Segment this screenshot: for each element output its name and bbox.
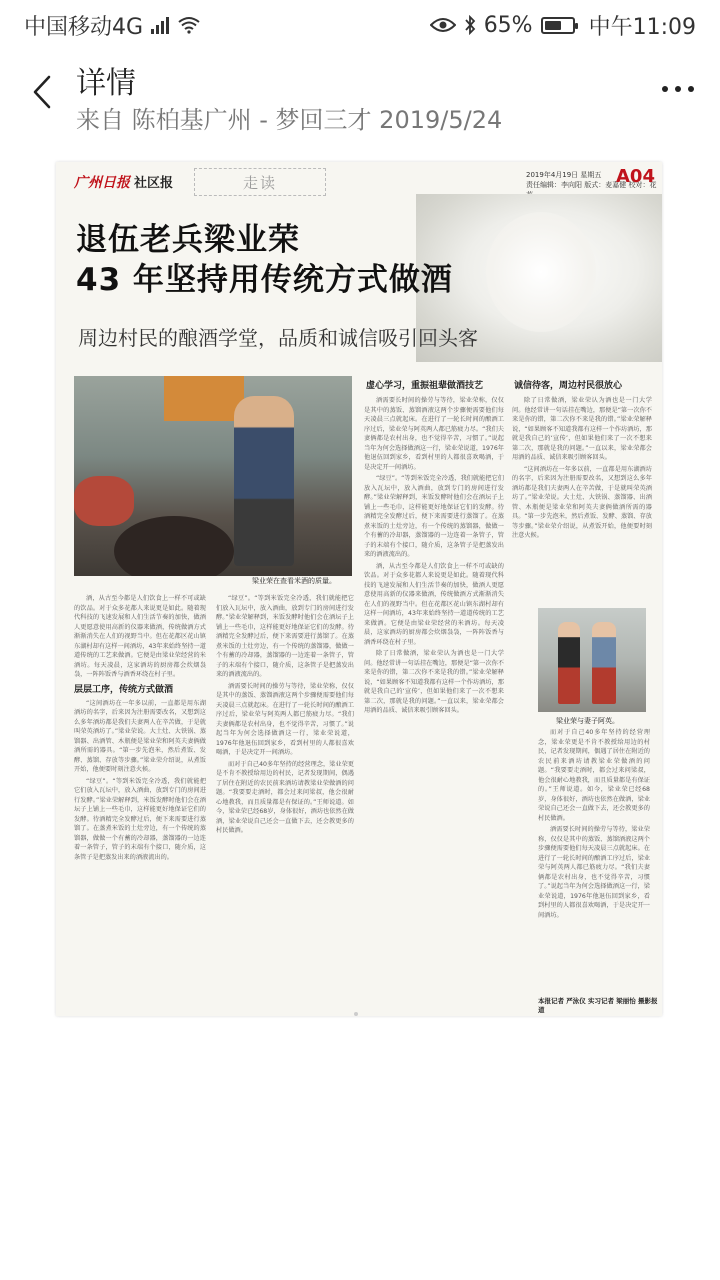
reporter-credit: 本报记者 严泳仪 实习记者 梁丽怡 摄影报道 bbox=[538, 997, 658, 1014]
col3-paragraph-1: 除了日常做酒，梁业荣认为酒也是一门大学问。他经常讲一句话挂在嘴边，那便是“第一次你不来是你的错，第二次你不来是我的错。”梁业荣解释说，“如果顾客不知道我都有这样一个作坊酒坊，那就是我自己的‘宣传’，但如果他们来了一次不想来第二次，那就是我的问题。”一直以来，梁业荣都会用酒的品质、诚信来吸引顾客回头。 bbox=[512, 397, 652, 461]
newspaper-section: 社区报 bbox=[134, 176, 174, 191]
article-column-1a bbox=[74, 594, 206, 994]
newspaper-image[interactable] bbox=[56, 162, 662, 1016]
col2-paragraph-3: 酒，从古至今都是人们饮食上一样不可或缺的饮品。对于众多花都人来说更是如此。随着现代科技的飞速发展和人们生活节奏的加快，做酒人更愿意使用高新的仪器来做酒，传统做酒方式渐渐消失在人们的视野当中。但在花都区花山镇东湖村却有这样一间酒坊，43年来始终坚持一道道传统的工艺来做酒。它便是由梁业荣经营的米酒坊。每天凌晨，这家酒坊的厨房都会炊烟袅袅，一阵阵饭香与酒香环绕在村子里。 bbox=[364, 562, 504, 646]
col1a-paragraph-1: 酒，从古至今都是人们饮食上一样不可或缺的饮品。对于众多花都人来说更是如此。随着现代科技的飞速发展和人们生活节奏的加快，做酒人更愿意使用高新的仪器来做酒，传统做酒方式渐渐消失在人们的视野当中。但在花都区花山镇东湖村却有这样一间酒坊，43年来始终坚持一道道传统的工艺来做酒。它便是由梁业荣经营的米酒坊。每天凌晨，这家酒坊的厨房都会炊烟袅袅，一阵阵饭香与酒香环绕在村子里。 bbox=[74, 595, 206, 678]
date-text: 2019年4月19日 星期五 bbox=[526, 171, 602, 179]
more-dot bbox=[688, 86, 694, 92]
battery-fill bbox=[545, 21, 562, 30]
col1a-paragraph-2: “这间酒坊在一年多以前，一直都是用东湖酒坊的名字，后来因为注册需要改名，又想到这么多年酒坊都是我们夫妻两人在辛苦做，于是就叫荣英酒坊了。”梁业荣说。大土灶、大铁锅、蒸馏器、出酒管、木瓶便是梁业荣和阿英夫妻俩做酒所需的器具。“第一步先泡米，然后煮饭、发酵、蒸馏、存放等步骤。”梁业荣介绍说，从煮饭开始，他便要时刻注意火候。 bbox=[74, 699, 206, 773]
photo2-caption: 梁业荣与妻子阿英。 bbox=[556, 717, 619, 725]
source-subtitle[interactable]: 来自 陈柏基广州 - 梦回三才 2019/5/24 bbox=[76, 106, 503, 134]
more-dots-icon bbox=[662, 86, 668, 92]
page-number: A04 bbox=[616, 166, 655, 187]
col1a-paragraph-3: “绿豆”。“等到米饭完全冷透，我们就能把它们放入瓦坛中，放入酒曲，放到专门的房间进行发酵。”梁业荣解释到，米饭发酵时他们会在酒坛子上铺上一些毛巾，这样能更好地保证它们的发酵。待酒精完全发酵过后，便下来需要进行蒸馏了。在蒸煮米饭的土灶旁边，有一个传统的蒸馏器，做做一个有蓄的冷却器，蒸馏器的一边连着一条管子，管子的末端有个接口，随介质，这条管子是把蒸发出来的酒液流出的。 bbox=[74, 777, 206, 861]
battery-percent: 65% bbox=[483, 12, 533, 38]
section-tag: 走读 bbox=[194, 168, 326, 196]
app-header bbox=[0, 50, 720, 138]
newspaper-logo: 广州日报 bbox=[74, 175, 130, 191]
photo-man bbox=[234, 396, 294, 566]
col1b-paragraph-3: 而对于自己40多年坚持的经营理念，梁业荣更是不肯不教授给用边的村民，记者发现期间，偶遇了居住在附近的农民前来酒坊请教梁业荣做酒的问题。“我要要走酒时，都会过来问梁叔，他会很耐心地教我，而且质量都是有保证的。”王师说道。如今，梁业荣已经68岁，身体很好，酒坊也依然在做酒，梁业荣说自己还会一直做下去，还会教更多的村民做酒。 bbox=[216, 760, 354, 834]
col2-paragraph-2: “绿豆”。“等到米饭完全冷透，我们就能把它们放入瓦坛中，放入酒曲，放到专门的房间进行发酵。”梁业荣解释到，米饭发酵时他们会在酒坛子上铺上一些毛巾，这样能更好地保证它们的发酵。待酒精完全发酵过后，便下来需要进行蒸馏了。在蒸煮米饭的土灶旁边，有一个传统的蒸馏器，做做一个有蓄的冷却器，蒸馏器的一边连着一条管子，管子的末端有个接口，随介质，这条管子是把蒸发出来的酒液流出的。 bbox=[364, 475, 504, 558]
headline-line-1: 退伍老兵梁业荣 bbox=[76, 222, 300, 258]
article-column-1b bbox=[216, 594, 354, 994]
col2-paragraph-1: 酒需要长时间的操劳与等待，梁业荣称，仅仅是其中的蒸饭、蒸馏酒液这两个步骤便需要他们每天凌晨三点就起床。在进行了一轮长时间的酿酒工序过后，梁业荣与阿英两人都已筋疲力尽。“我们夫妻俩都是农村出身，也不觉得辛苦，习惯了。”说起当年为何会选择做酒这一行，梁业荣说道，1976年他退伍回到家乡，看到村里的人都很喜欢喝酒，于是决定开一间酒坊。 bbox=[364, 397, 504, 471]
col3-paragraph-2: “这间酒坊在一年多以前，一直都是用东湖酒坊的名字，后来因为注册需要改名，又想到这么多年酒坊都是我们夫妻两人在辛苦做，于是就叫荣英酒坊了。”梁业荣说。大土灶、大铁锅、蒸馏器、出酒管、木瓶便是梁业荣和阿英夫妻俩做酒所需的器具。“第一步先泡米，然后煮饭、发酵、蒸馏、存放等步骤。”梁业荣介绍说，从煮饭开始，他便要时刻注意火候。 bbox=[512, 465, 652, 539]
more-button[interactable] bbox=[662, 86, 694, 92]
headline bbox=[76, 220, 453, 300]
col3b-paragraph-1: 而对于自己40多年坚持的经营理念，梁业荣更是不肯不教授给用边的村民，记者发现期间，偶遇了居住在附近的农民前来酒坊请教梁业荣做酒的问题。“我要要走酒时，都会过来问梁叔，他会很耐心地教我，而且质量都是有保证的。”王师说道。如今，梁业荣已经68岁，身体很好，酒坊也依然在做酒，梁业荣说自己还会一直做下去，还会教更多的村民做酒。 bbox=[538, 729, 650, 822]
signal-bars-icon bbox=[151, 16, 169, 34]
photo-curtain bbox=[164, 376, 244, 421]
article-column-3b bbox=[538, 728, 650, 992]
man-checking-wine-photo bbox=[74, 376, 352, 576]
page-title: 详情 bbox=[76, 66, 136, 101]
left-subheading: 层层工序，传统方式做酒 bbox=[74, 684, 174, 695]
article-column-3 bbox=[512, 396, 652, 606]
col3-heading: 诚信待客，周边村民很放心 bbox=[514, 381, 623, 391]
photo-wine-jar bbox=[114, 516, 234, 576]
battery-icon bbox=[541, 17, 575, 34]
article-column-2 bbox=[364, 396, 504, 992]
bluetooth-icon bbox=[464, 15, 476, 35]
status-bar bbox=[0, 0, 720, 50]
photo-husband bbox=[558, 622, 580, 704]
couple-photo bbox=[538, 608, 646, 712]
wifi-icon bbox=[177, 16, 201, 34]
photo-wife bbox=[592, 622, 616, 704]
headline-line-2: 43 年坚持用传统方式做酒 bbox=[76, 262, 453, 298]
eye-icon bbox=[430, 17, 456, 33]
col3b-paragraph-2: 酒需要长时间的操劳与等待，梁业荣称，仅仅是其中的蒸饭、蒸馏酒液这两个步骤便需要他们每天凌晨三点就起床。在进行了一轮长时间的酿酒工序过后，梁业荣与阿英两人都已筋疲力尽。“我们夫妻俩都是农村出身，也不觉得辛苦，习惯了。”说起当年为何会选择做酒这一行，梁业荣说道，1976年他退伍回到家乡，看到村里的人都很喜欢喝酒，于是决定开一间酒坊。 bbox=[538, 826, 650, 919]
col2-paragraph-4: 除了日常做酒，梁业荣认为酒也是一门大学问。他经常讲一句话挂在嘴边，那便是“第一次你不来是你的错，第二次你不来是我的错。”梁业荣解释说，“如果顾客不知道我都有这样一个作坊酒坊，那就是我自己的‘宣传’，但如果他们来了一次不想来第二次，那就是我的问题。”一直以来，梁业荣都会用酒的品质、诚信来吸引顾客回头。 bbox=[364, 650, 504, 714]
more-dot bbox=[675, 86, 681, 92]
subheadline: 周边村民的酿酒学堂，品质和诚信吸引回头客 bbox=[78, 326, 478, 350]
page-indicator-dot bbox=[354, 1012, 358, 1016]
col2-heading: 虚心学习，重振祖辈做酒技艺 bbox=[366, 381, 484, 391]
photo-basin bbox=[74, 476, 134, 526]
back-chevron-icon bbox=[32, 75, 52, 109]
col1b-paragraph-2: 酒需要长时间的操劳与等待，梁业荣称，仅仅是其中的蒸饭、蒸馏酒液这两个步骤便需要他们每天凌晨三点就起床。在进行了一轮长时间的酿酒工序过后，梁业荣与阿英两人都已筋疲力尽。“我们夫妻俩都是农村出身，也不觉得辛苦，习惯了。”说起当年为何会选择做酒这一行，梁业荣说道，1976年他退伍回到家乡，看到村里的人都很喜欢喝酒，于是决定开一间酒坊。 bbox=[216, 682, 354, 756]
editors-text: 责任编辑：李向阳 版式：麦嘉健 校对：花 bbox=[526, 181, 657, 189]
photo1-caption: 梁业荣在查看米酒的质量。 bbox=[252, 577, 336, 585]
col1b-paragraph-1: “绿豆”。“等到米饭完全冷透，我们就能把它们放入瓦坛中，放入酒曲，放到专门的房间进行发酵。”梁业荣解释到，米饭发酵时他们会在酒坛子上铺上一些毛巾，这样能更好地保证它们的发酵。待酒精完全发酵过后，便下来需要进行蒸馏了。在蒸煮米饭的土灶旁边，有一个传统的蒸馏器，做做一个有蓄的冷却器，蒸馏器的一边连着一条管子，管子的末端有个接口，随介质，这条管子是把蒸发出来的酒液流出的。 bbox=[216, 595, 354, 678]
back-button[interactable] bbox=[22, 70, 62, 114]
clock: 中午11:09 bbox=[588, 14, 696, 40]
carrier-label: 中国移动4G bbox=[24, 14, 144, 40]
